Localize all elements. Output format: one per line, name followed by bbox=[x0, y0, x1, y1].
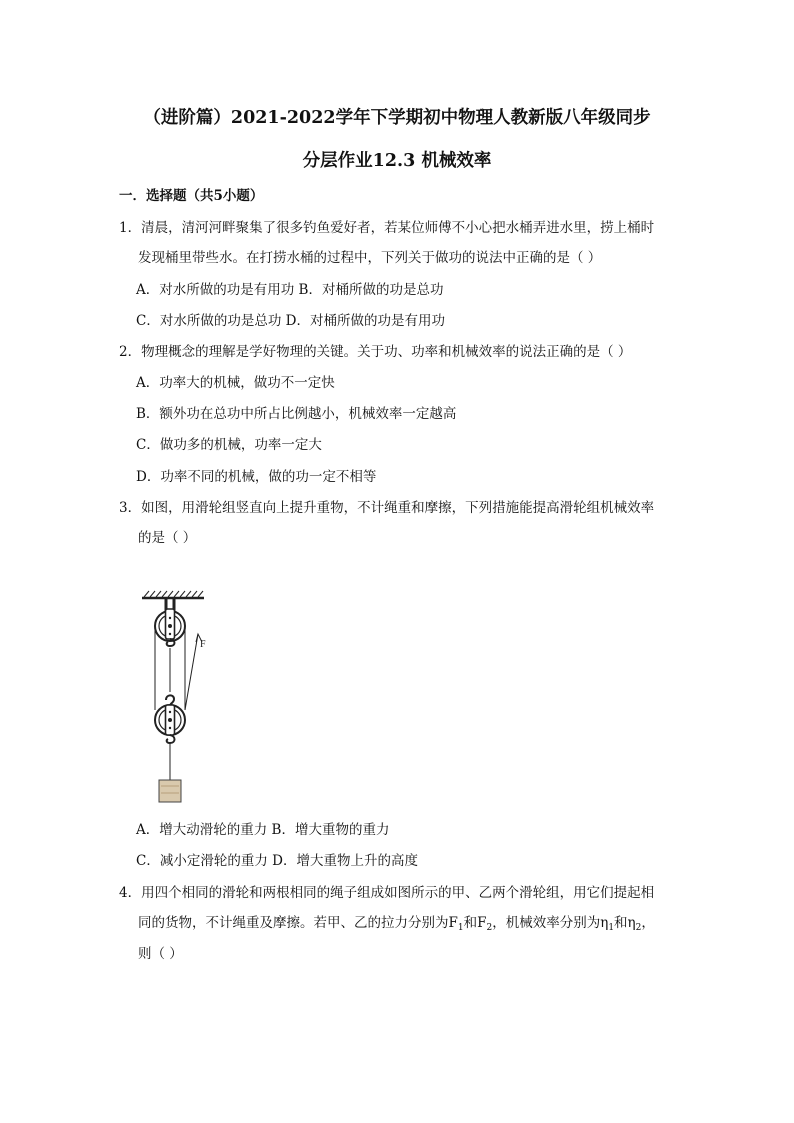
q4-line3: 则（ ） bbox=[138, 946, 183, 962]
q4-line2-text: 同的货物，不计绳重及摩擦。若甲、乙的拉力分别为 bbox=[138, 915, 449, 931]
q1-option-ab: A．对水所做的功是有用功 B．对桶所做的功是总功 bbox=[136, 282, 444, 298]
q1-line1: 1．清晨，清河河畔聚集了很多钓鱼爱好者，若某位师傅不小心把水桶弄进水里，捞上桶时 bbox=[119, 220, 655, 236]
movable-pulley bbox=[155, 695, 185, 780]
q2-option-a: A．功率大的机械，做功不一定快 bbox=[136, 375, 335, 391]
fixed-pulley bbox=[155, 599, 185, 646]
q1-line2: 发现桶里带些水。在打捞水桶的过程中，下列关于做功的说法中正确的是（ ） bbox=[138, 250, 602, 266]
ceiling-support bbox=[142, 591, 204, 598]
q3-line1: 3．如图，用滑轮组竖直向上提升重物，不计绳重和摩擦，下列措施能提高滑轮组机械效率 bbox=[119, 500, 655, 516]
pulley-system-diagram bbox=[136, 590, 216, 808]
q3-option-ab: A．增大动滑轮的重力 B．增大重物的重力 bbox=[136, 822, 390, 838]
q2-option-b: B．额外功在总功中所占比例越小，机械效率一定越高 bbox=[136, 406, 457, 422]
q4-line1: 4．用四个相同的滑轮和两根相同的绳子组成如图所示的甲、乙两个滑轮组，用它们提起相 bbox=[119, 885, 655, 901]
force-label: F bbox=[200, 639, 206, 650]
force-f2: $F_2$ bbox=[477, 915, 493, 933]
weight-block bbox=[159, 780, 181, 802]
efficiency-eta1: $\eta_1$ bbox=[600, 915, 615, 933]
efficiency-eta2: $\eta_2$ bbox=[627, 915, 642, 933]
q1-option-cd: C．对水所做的功是总功 D．对桶所做的功是有用功 bbox=[136, 313, 445, 329]
q3-option-cd: C．减小定滑轮的重力 D．增大重物上升的高度 bbox=[136, 853, 418, 869]
page-title-line2: 分层作业12.3 机械效率 bbox=[302, 151, 492, 171]
q2-option-c: C．做功多的机械，功率一定大 bbox=[136, 437, 322, 453]
page-title-line1: （进阶篇）2021-2022学年下学期初中物理人教新版八年级同步 bbox=[143, 108, 651, 128]
q2-option-d: D．功率不同的机械，做的功一定不相等 bbox=[136, 469, 377, 485]
q4-line2: 同的货物，不计绳重及摩擦。若甲、乙的拉力分别为$F_1$和$F_2$，机械效率分别为$\eta_1$和$\eta_2$， bbox=[138, 915, 655, 933]
q2-line1: 2．物理概念的理解是学好物理的关键。关于功、功率和机械效率的说法正确的是（ ） bbox=[119, 344, 632, 360]
force-f1: $F_1$ bbox=[448, 915, 464, 933]
section-heading: 一．选择题（共5小题） bbox=[119, 188, 264, 204]
q3-line2: 的是（ ） bbox=[138, 530, 197, 546]
